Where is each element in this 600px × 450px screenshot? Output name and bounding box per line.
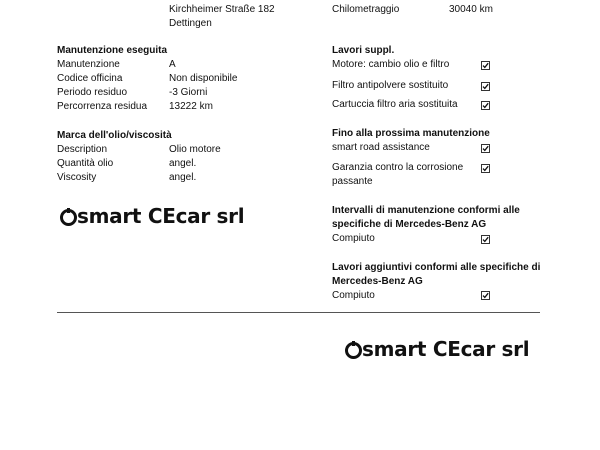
mileage-value: 30040 km [449,4,493,15]
oil-label: Description [57,144,108,155]
smart-logo [345,337,529,361]
maintenance-heading: Manutenzione eseguita [57,45,168,56]
extra-work-item-label: Motore: cambio olio e filtro [332,59,450,70]
checkbox-checked-icon[interactable] [481,291,490,300]
until-next-heading: Fino alla prossima manutenzione [332,128,490,139]
maintenance-value: A [169,59,176,70]
maintenance-label: Periodo residuo [57,87,128,98]
checkbox-checked-icon[interactable] [481,164,490,173]
oil-heading: Marca dell'olio/viscosità [57,130,172,141]
checkbox-checked-icon[interactable] [481,235,490,244]
maintenance-value: -3 Giorni [169,87,208,98]
section-divider [57,312,540,313]
logo-brand-text: smart [77,204,142,228]
smart-logo-icon [345,342,362,359]
maintenance-value: Non disponibile [169,73,238,84]
checkbox-checked-icon[interactable] [481,82,490,91]
additional-heading-cont: Mercedes-Benz AG [332,276,423,287]
logo-brand-text: smart [362,337,427,361]
smart-logo-icon [60,209,77,226]
oil-value: Olio motore [169,144,221,155]
intervals-heading-cont: specifiche di Mercedes-Benz AG [332,219,487,230]
maintenance-label: Manutenzione [57,59,120,70]
oil-label: Quantità olio [57,158,114,169]
additional-item-label: Compiuto [332,290,375,301]
extra-work-heading: Lavori suppl. [332,45,395,56]
checkbox-checked-icon[interactable] [481,101,490,110]
logo-dealer-text: CEcar srl [147,204,245,228]
maintenance-value: 13222 km [169,101,213,112]
maintenance-label: Codice officina [57,73,123,84]
extra-work-item-label: Filtro antipolvere sostituito [332,80,449,91]
address-street: Kirchheimer Straße 182 [169,4,275,15]
until-next-item-label-cont: passante [332,176,373,187]
smart-logo [60,204,244,228]
mileage-label: Chilometraggio [332,4,400,15]
until-next-item-label: Garanzia contro la corrosione [332,162,464,173]
intervals-heading: Intervalli di manutenzione conformi alle [332,205,520,216]
additional-heading: Lavori aggiuntivi conformi alle specifiche di [332,262,541,273]
oil-value: angel. [169,158,197,169]
intervals-item-label: Compiuto [332,233,375,244]
address-city: Dettingen [169,18,212,29]
checkbox-checked-icon[interactable] [481,144,490,153]
oil-label: Viscosity [57,172,97,183]
until-next-item-label: smart road assistance [332,142,430,153]
oil-value: angel. [169,172,197,183]
checkbox-checked-icon[interactable] [481,61,490,70]
logo-dealer-text: CEcar srl [432,337,530,361]
maintenance-label: Percorrenza residua [57,101,148,112]
extra-work-item-label: Cartuccia filtro aria sostituita [332,99,458,110]
